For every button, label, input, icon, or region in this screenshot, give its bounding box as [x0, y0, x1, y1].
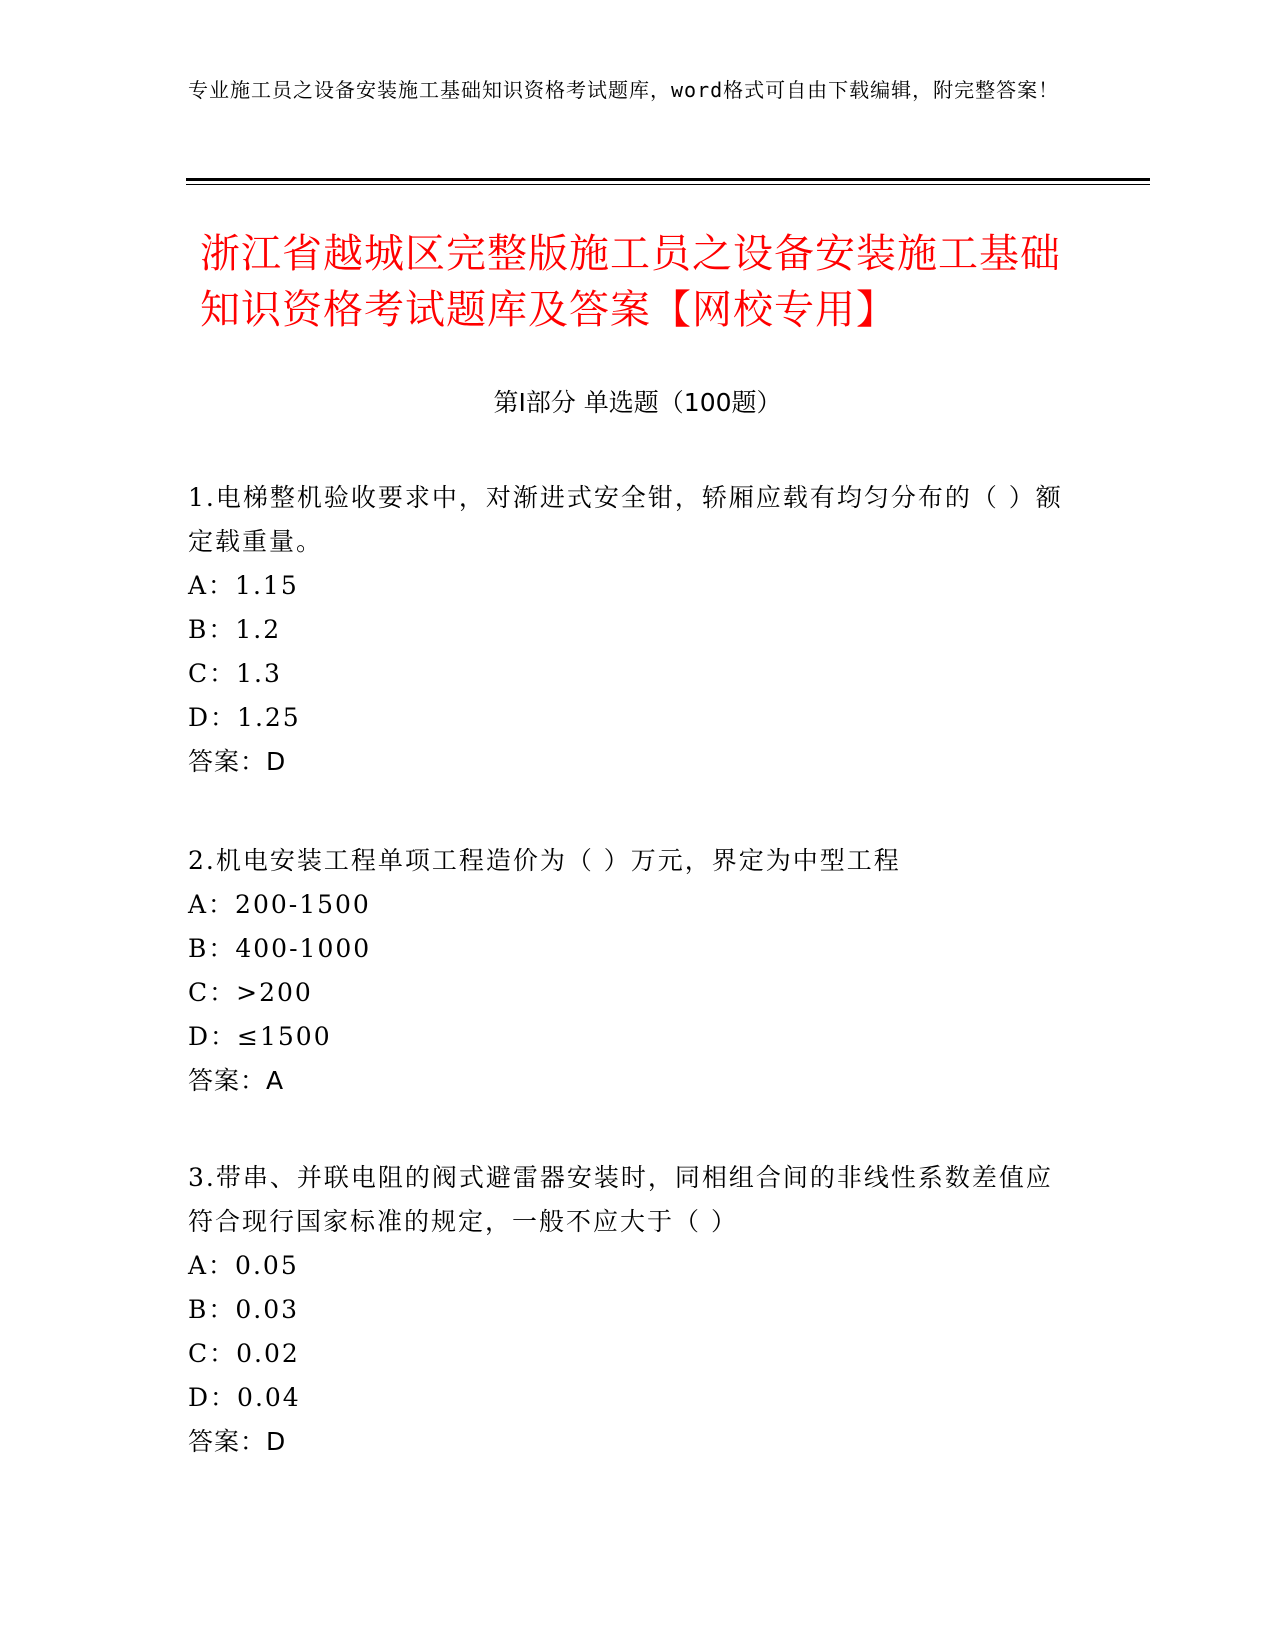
option-a: A：1.15 [188, 571, 299, 600]
question-block [188, 839, 1068, 1103]
answer-line: 答案：A [188, 1066, 285, 1095]
option-a: A：0.05 [188, 1251, 299, 1280]
question-block [188, 1156, 1068, 1464]
option-a: A：200-1500 [188, 890, 371, 919]
question-stem: 1.电梯整机验收要求中，对渐进式安全钳，轿厢应载有均匀分布的（ ）额定载重量。 [188, 483, 1063, 556]
option-c: C：>200 [188, 978, 313, 1007]
option-d: D：≤1500 [188, 1022, 332, 1051]
answer-line: 答案：D [188, 747, 287, 776]
option-c: C：1.3 [188, 659, 282, 688]
option-b: B：1.2 [188, 615, 282, 644]
question-stem: 2.机电安装工程单项工程造价为（ ）万元，界定为中型工程 [188, 846, 901, 875]
header-rule-thin [186, 184, 1150, 185]
document-title: 浙江省越城区完整版施工员之设备安装施工基础知识资格考试题库及答案【网校专用】 [200, 231, 1061, 333]
header-note: 专业施工员之设备安装施工基础知识资格考试题库，word格式可自由下载编辑，附完整答案！ [188, 78, 1060, 102]
question-block [188, 476, 1068, 784]
section-heading: 第Ⅰ部分 单选题（100题） [493, 388, 782, 417]
option-d: D：0.04 [188, 1383, 301, 1412]
header-rule-thick [186, 178, 1150, 181]
option-b: B：0.03 [188, 1295, 300, 1324]
option-c: C：0.02 [188, 1339, 300, 1368]
question-stem: 3.带串、并联电阻的阀式避雷器安装时，同相组合间的非线性系数差值应符合现行国家标准的规定，一般不应大于（ ） [188, 1163, 1053, 1236]
option-d: D：1.25 [188, 703, 301, 732]
option-b: B：400-1000 [188, 934, 372, 963]
answer-line: 答案：D [188, 1427, 287, 1456]
